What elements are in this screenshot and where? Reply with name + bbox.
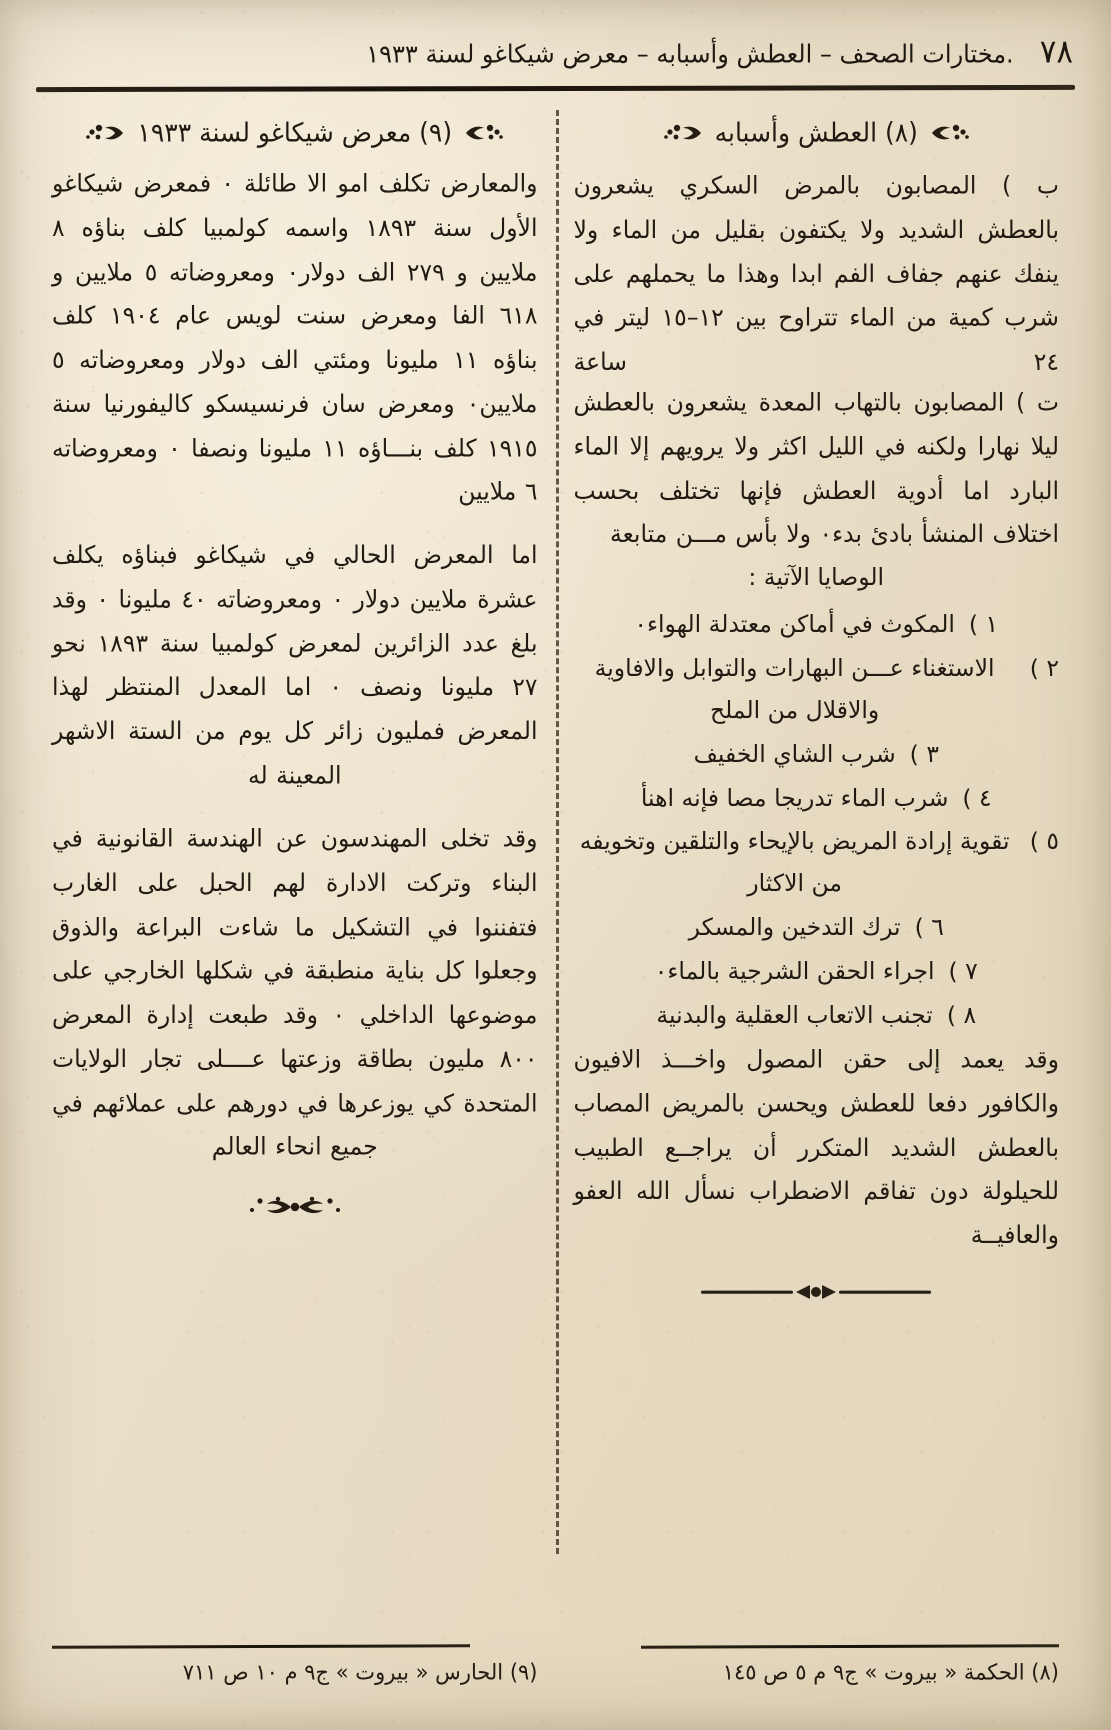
footnote-rule <box>641 1644 1059 1648</box>
footnote-rule <box>52 1644 470 1648</box>
footnotes <box>34 1645 1077 1684</box>
section-heading-text: (٨) العطش وأسبابه <box>714 117 918 148</box>
list-item <box>574 995 1060 1037</box>
list-item-number: ٢ ) <box>1029 654 1059 683</box>
list-item-text: المكوث في أماكن معتدلة الهواء٠ <box>634 610 955 639</box>
paragraph: وقد يعمد إلى حقن المصول واخـــذ الافيون والكافور دفعا للعطش ويحسن بالمريض المصاب بالعطش الشديد المتكرر أن يراجــع الطبيب للحيلولة دون تفاقم الاضطراب نسأل الله العفو <box>573 1045 1059 1207</box>
column-left <box>34 104 556 1580</box>
advice-intro: الوصايا الآتية : <box>748 562 885 591</box>
column-right <box>556 104 1078 1580</box>
footnote-text: (٨) الحكمة « بيروت » ج٩ م ٥ ص ١٤٥ <box>722 1659 1059 1685</box>
list-item <box>574 821 1060 905</box>
list-item-text: تقوية إرادة المريض بالإيحاء والتلقين وتخويفه من الاكثار <box>579 827 1010 898</box>
footnote-right <box>556 1645 1078 1684</box>
list-item <box>574 907 1060 949</box>
paragraph: ت ) المصابون بالتهاب المعدة يشعرون بالعطش ليلا نهارا ولكنه في الليل اكثر ولا يرويهم إلا الماء البارد اما أدوية العطش فإنها تختلف بحسب اختلاف المنشأ بادئ بدء٠ ولا بأس مـــن متابعة <box>573 387 1059 549</box>
list-item-number: ٧ ) <box>948 956 978 985</box>
section-heading-text: (٩) معرض شيكاغو لسنة ١٩٣٣ <box>137 117 453 148</box>
list-item-number: ٦ ) <box>914 912 944 941</box>
list-item <box>574 604 1060 646</box>
list-item-text: الاستغناء عـــن البهارات والتوابل والافاوية والاقلال من الملح <box>594 654 995 724</box>
dinkus-ornament-icon <box>52 1194 538 1220</box>
paragraph: والمعارض تكلف امو الا طائلة ٠ فمعرض شيكاغو الأول سنة ١٨٩٣ واسمه كولمبيا كلف بناؤه ٨ ملايين و ٢٧٩ الف دولار٠ ومعروضاته ٥ ملايين و ٦١٨ الفا ومعرض سنت لويس عام ١٩٠٤ كلف بناؤه ١١ مليونا ومئتي الف دولار ومعروضاته ٥ ملايين٠ ومعرض سان فرنسيسكو كاليفورنيا سنة ١٩١٥ كلف بنـــاؤه ١١ مليونا ونصفا ٠ ومعروضاته ٦ ملايين <box>52 169 538 507</box>
list-item <box>574 734 1060 776</box>
list-item-text: تجنب الاتعاب العقلية والبدنية <box>656 1000 933 1029</box>
list-item-text: شرب الشاي الخفيف <box>693 739 896 768</box>
paragraph: اما المعرض الحالي في شيكاغو فبناؤه يكلف عشرة ملايين دولار ٠ ومعروضاته ٤٠ مليونا ٠ وقد بلغ عدد الزائرين لمعرض كولمبيا سنة ١٨٩٣ نحو ٢٧ مليونا ونصف ٠ اما المعدل المنتظر لهذا المعرض فمليون زائر كل يوم من الستة الاشهر المعينة له <box>52 540 538 790</box>
text-columns <box>34 104 1077 1580</box>
section-heading-thirst <box>574 118 1060 147</box>
section-heading-chicago-fair <box>52 118 538 147</box>
list-item-text: شرب الماء تدريجا مصا فإنه اهنأ <box>640 783 949 812</box>
list-item-text: ترك التدخين والمسكر <box>688 912 901 941</box>
list-item-number: ٤ ) <box>962 783 992 812</box>
list-item <box>574 951 1060 993</box>
paragraph: وقد تخلى المهندسون عن الهندسة القانونية في البناء وتركت الادارة لهم الحبل على الغارب فتفننوا في التشكيل ما شاءت البراعة والذوق وجعلوا كل بناية منطبقة في شكلها الخارجي على موضوعها الداخلي ٠ وقد طبعت إدارة المعرض ٨٠٠ مليون بطاقة وزعتها عــــلى تجار الولايات المتحدة كي يوزعرها في دورهم على عملائهم في جميع انحاء العالم <box>52 823 538 1161</box>
advice-list <box>574 604 1060 1036</box>
running-head-title: .مختارات الصحف – العطش وأسبابه – معرض شيكاغو لسنة ١٩٣٣ <box>366 39 1014 69</box>
running-head <box>38 34 1073 70</box>
footnote-left <box>34 1645 556 1684</box>
list-item <box>574 648 1060 732</box>
list-item <box>574 778 1060 820</box>
flourish-ornament-icon <box>83 121 125 145</box>
list-item-number: ٨ ) <box>946 1000 977 1029</box>
footnote-text: (٩) الحارس « بيروت » ج٩ م ١٠ ص ٧١١ <box>182 1659 538 1685</box>
list-item-number: ٥ ) <box>1029 827 1059 856</box>
diamond-rule-icon <box>574 1282 1060 1302</box>
page-number: ٧٨ <box>1039 32 1073 72</box>
header-rule <box>36 85 1075 92</box>
flourish-ornament-icon <box>464 121 506 145</box>
flourish-ornament-icon <box>930 121 972 145</box>
paragraph: والعافيــة <box>970 1220 1059 1249</box>
list-item-number: ١ ) <box>968 610 999 639</box>
list-item-number: ٣ ) <box>909 739 939 768</box>
paragraph: ب ) المصابون بالمرض السكري يشعرون بالعطش الشديد ولا يكتفون بقليل من الماء ولا ينفك عنهم جفاف الفم ابدا وهذا ما يحملهم على شرب كمية من الماء تتراوح بين ١٢–١٥ ليتر في ٢٤ ساعة <box>573 171 1059 377</box>
list-item-text: اجراء الحقن الشرجية بالماء٠ <box>654 956 935 985</box>
flourish-ornament-icon <box>661 121 703 145</box>
